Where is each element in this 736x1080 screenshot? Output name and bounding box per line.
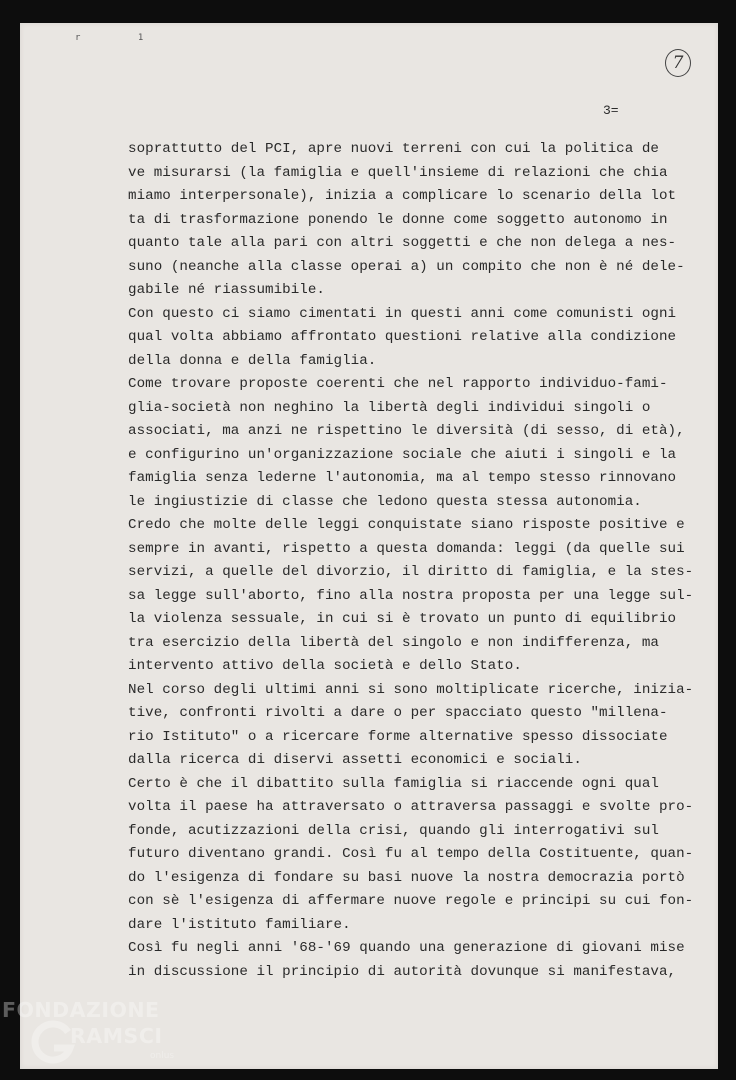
text-line: e configurino un'organizzazione sociale che aiuti i singoli e la (128, 446, 677, 463)
text-line: sa legge sull'aborto, fino alla nostra proposta per una legge sul- (128, 587, 694, 604)
text-line: quanto tale alla pari con altri soggetti e che non delega a nes- (128, 235, 677, 251)
watermark-line1: FONDAZIONE (2, 998, 160, 1022)
text-line: intervento attivo della società e dello Stato. (128, 658, 522, 674)
corner-mark: r 1 (75, 33, 170, 43)
text-line: volta il paese ha attraversato o attraversa passaggi e svolte pro- (128, 799, 694, 815)
text-line: ve misurarsi (la famiglia e quell'insieme di relazioni che chia (128, 164, 668, 181)
text-line: Nel corso degli ultimi anni si sono moltiplicate ricerche, inizia- (128, 681, 694, 698)
text-line: della donna e della famiglia. (128, 352, 377, 369)
text-line: fonde, acutizzazioni della crisi, quando gli interrogativi sul (128, 822, 659, 839)
text-line: do l'esigenza di fondare su basi nuove la nostra democrazia portò (128, 869, 685, 886)
text-line: Con questo ci siamo cimentati in questi anni come comunisti ogni (128, 305, 677, 322)
text-line: glia-società non neghino la libertà degli individui singoli o (128, 399, 651, 416)
text-line: ta di trasformazione ponendo le donne come soggetto autonomo in (128, 211, 668, 228)
typewritten-page (20, 23, 718, 1069)
text-line: con sè l'esigenza di affermare nuove regole e principi su cui fon- (128, 893, 694, 909)
text-line: servizi, a quelle del divorzio, il diritto di famiglia, e la stes- (128, 564, 694, 580)
text-line: suno (neanche alla classe operai a) un compito che non è né dele- (128, 258, 685, 275)
text-line: dare l'istituto familiare. (128, 916, 351, 933)
text-line: Così fu negli anni '68-'69 quando una generazione di giovani mise (128, 940, 685, 956)
text-line: Credo che molte delle leggi conquistate siano risposte positive e (128, 517, 685, 533)
text-line: futuro diventano grandi. Così fu al tempo della Costituente, quan- (128, 846, 694, 862)
watermark-suffix: onlus (150, 1051, 175, 1061)
text-line: associati, ma anzi ne rispettino le diversità (di sesso, di età), (128, 423, 685, 439)
page-number: 3= (603, 103, 619, 118)
text-line: tra esercizio della libertà del singolo e non indifferenza, ma (128, 634, 659, 651)
body-text (128, 138, 694, 984)
text-line: dalla ricerca di diservi assetti economici e sociali. (128, 752, 582, 768)
text-line: la violenza sessuale, in cui si è trovato un punto di equilibrio (128, 611, 677, 627)
text-line: rio Istituto" o a ricercare forme alternative spesso dissociate (128, 728, 668, 745)
circled-page-number: 7 (665, 49, 691, 77)
text-line: le ingiustizie di classe che ledono questa stessa autonomia. (128, 493, 642, 510)
text-line: soprattutto del PCI, apre nuovi terreni con cui la politica de (128, 141, 659, 157)
text-line: sempre in avanti, rispetto a questa domanda: leggi (da quelle sui (128, 540, 685, 557)
text-line: famiglia senza lederne l'autonomia, ma al tempo stesso rinnovano (128, 470, 677, 486)
text-line: in discussione il principio di autorità dovunque si manifestava, (128, 963, 677, 980)
text-line: Come trovare proposte coerenti che nel rapporto individuo-fami- (128, 376, 668, 392)
text-line: Certo è che il dibattito sulla famiglia si riaccende ogni qual (128, 775, 659, 792)
text-line: miamo interpersonale), inizia a complicare lo scenario della lot (128, 188, 677, 204)
watermark-line2: RAMSCI (70, 1024, 163, 1048)
fondazione-gramsci-watermark (2, 998, 192, 1080)
text-line: qual volta abbiamo affrontato questioni relative alla condizione (128, 329, 677, 345)
text-line: tive, confronti rivolti a dare o per spacciato questo "millena- (128, 705, 668, 721)
text-line: gabile né riassumibile. (128, 282, 325, 298)
